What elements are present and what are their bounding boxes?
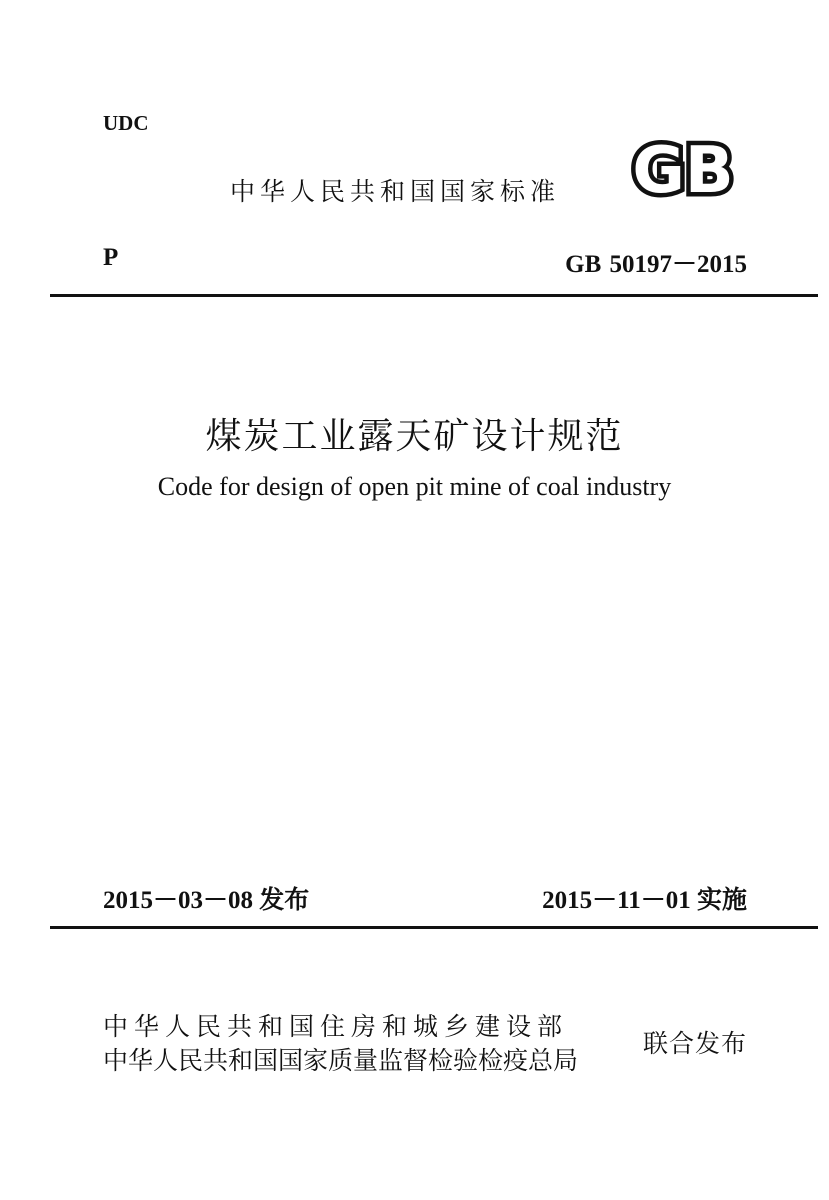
- issuer-ministry: 中华人民共和国住房和城乡建设部: [103, 1012, 569, 1041]
- issue-date: 2015－03－08 发布: [103, 887, 310, 914]
- issuer-aqsiq: 中华人民共和国国家质量监督检验检疫总局: [103, 1046, 579, 1075]
- gb-logo: [616, 136, 750, 204]
- classification-code: P: [103, 244, 119, 271]
- title-chinese: 煤炭工业露天矿设计规范: [205, 416, 624, 457]
- title-english: Code for design of open pit mine of coal industry: [157, 472, 672, 501]
- top-divider: [50, 294, 818, 297]
- udc-label: UDC: [103, 111, 149, 135]
- standard-number: GB 50197－2015: [565, 251, 747, 278]
- svg-text:GB: GB: [632, 136, 734, 204]
- joint-issue-label: 联合发布: [643, 1029, 748, 1058]
- bottom-divider: [50, 926, 818, 929]
- national-standard-label: 中华人民共和国国家标准: [230, 177, 561, 206]
- implementation-date: 2015－11－01 实施: [542, 887, 747, 914]
